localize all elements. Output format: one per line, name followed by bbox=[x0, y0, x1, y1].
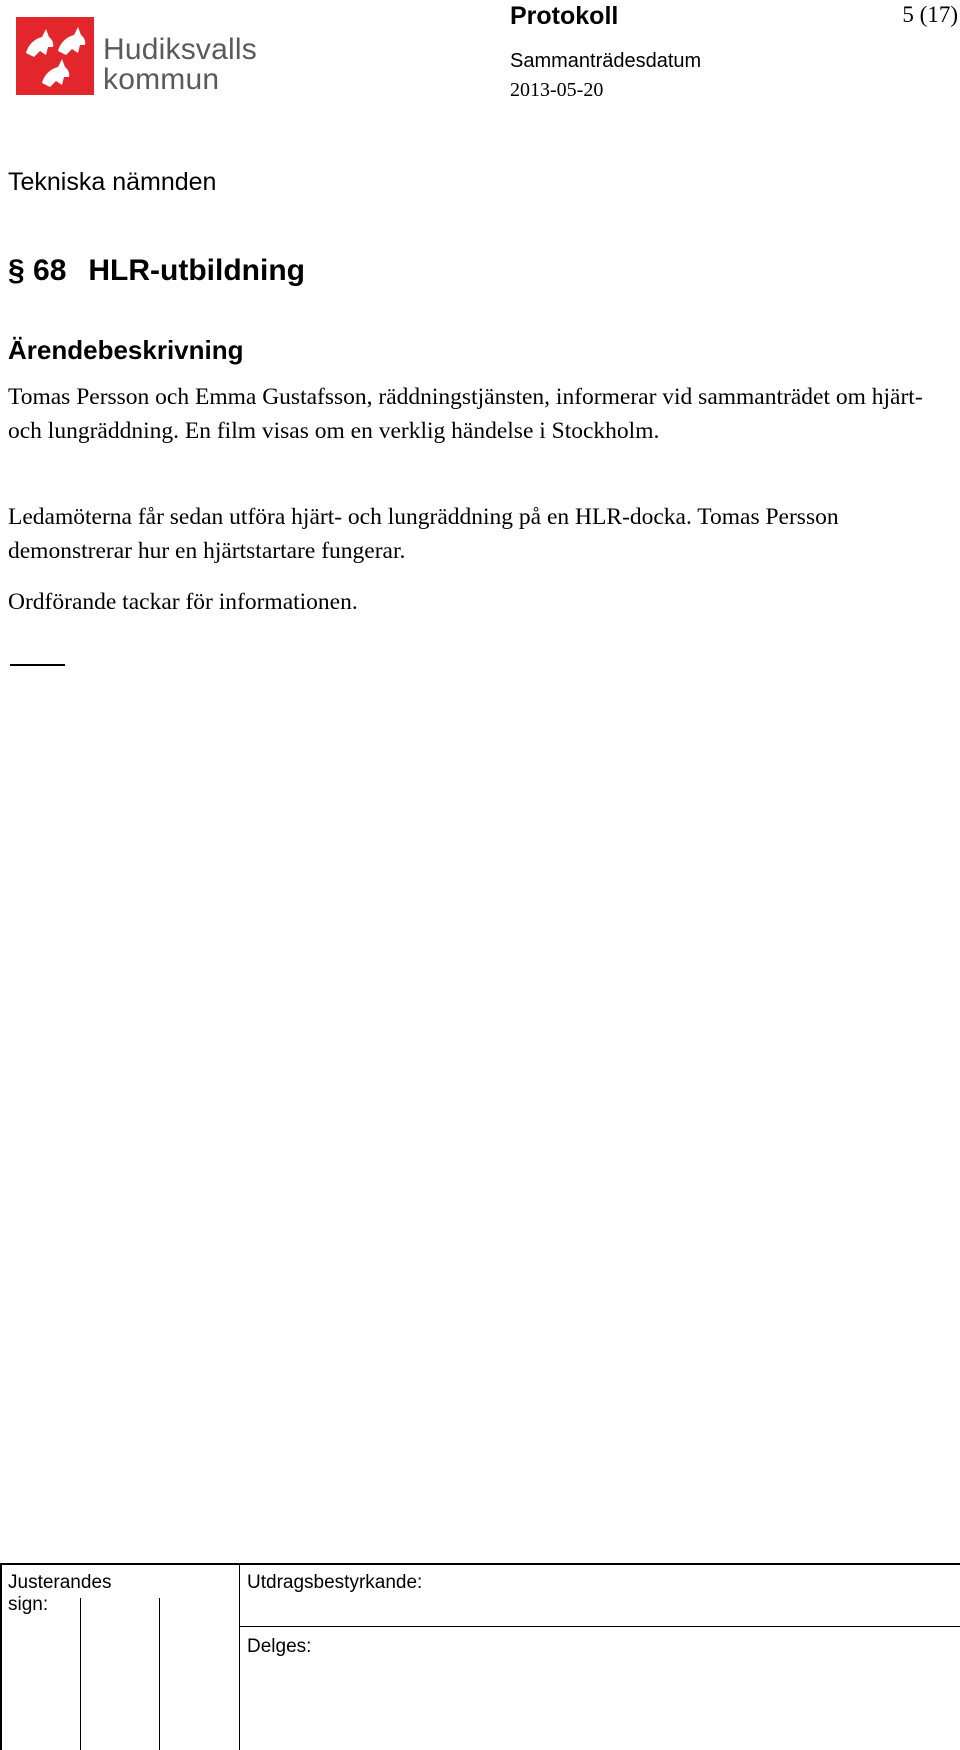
end-of-section-rule bbox=[10, 664, 65, 666]
committee-name: Tekniska nämnden bbox=[8, 168, 217, 196]
utdragsbestyrkande-label: Utdragsbestyrkande: bbox=[247, 1572, 423, 1593]
logo-wordmark bbox=[103, 35, 257, 95]
body-paragraph: Ledamöterna får sedan utföra hjärt- och lungräddning på en HLR-docka. Tomas Persson demonstrerar hur en hjärtstartare fungerar. bbox=[8, 504, 839, 564]
logo-line-2: kommun bbox=[103, 63, 220, 96]
meeting-date-label: Sammanträdesdatum bbox=[510, 50, 702, 72]
logo-line-1: Hudiksvalls bbox=[103, 33, 257, 66]
goat-coat-of-arms-icon bbox=[16, 17, 94, 95]
section-number: § 68 bbox=[8, 254, 67, 287]
body-paragraph: Tomas Persson och Emma Gustafsson, räddningstjänsten, informerar vid sammanträdet om hjärt- och lungräddning. En film visas om en verklig händelse i Stockholm. bbox=[8, 384, 923, 444]
municipality-logo bbox=[16, 17, 256, 97]
footer-left-border bbox=[0, 1563, 2, 1750]
page-number: 5 (17) bbox=[902, 2, 958, 27]
meeting-date-value: 2013-05-20 bbox=[510, 79, 604, 101]
section-subheading: Ärendebeskrivning bbox=[8, 335, 244, 365]
footer-row-divider bbox=[239, 1626, 960, 1627]
footer-top-border bbox=[0, 1563, 960, 1565]
section-title: HLR-utbildning bbox=[88, 254, 305, 287]
section-heading bbox=[8, 254, 305, 288]
footer-column-divider bbox=[239, 1563, 240, 1750]
justerandes-sign-label: Justerandes sign: bbox=[8, 1572, 112, 1615]
delges-label: Delges: bbox=[247, 1636, 312, 1657]
signature-box-divider bbox=[159, 1598, 160, 1750]
body-paragraph: Ordförande tackar för informationen. bbox=[8, 589, 358, 615]
signature-footer bbox=[0, 1563, 960, 1750]
signature-box-divider bbox=[80, 1598, 81, 1750]
document-title: Protokoll bbox=[510, 2, 619, 30]
